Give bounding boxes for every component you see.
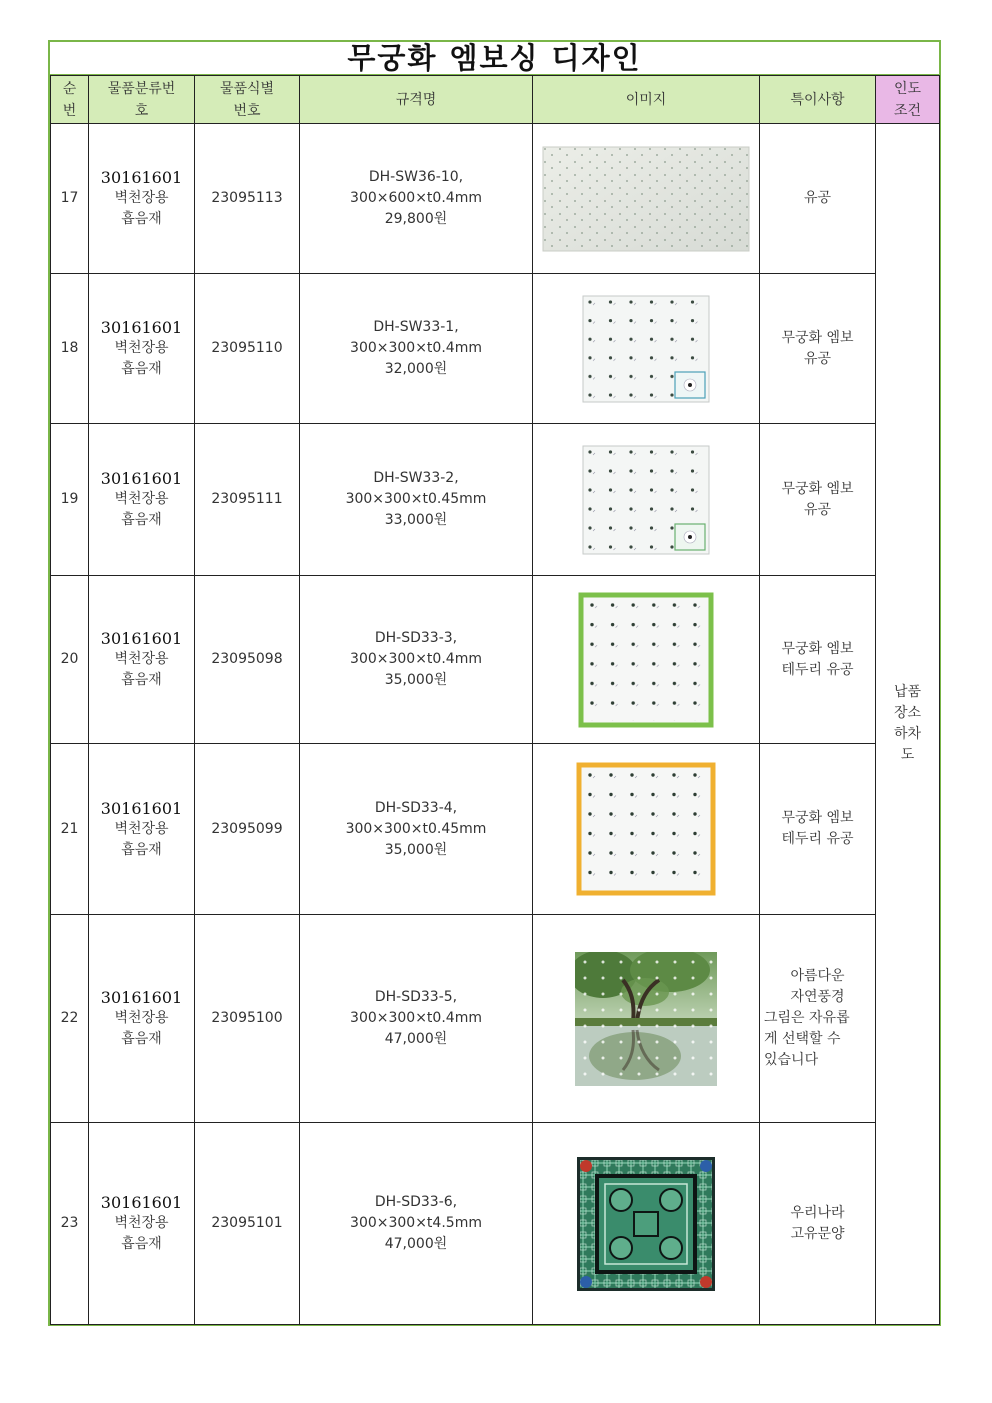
- id-cell: 23095111: [195, 424, 300, 576]
- spec-cell: DH-SW36-10, 300×600×t0.4mm 29,800원: [300, 124, 533, 274]
- header-remarks: 특이사항: [760, 76, 876, 124]
- image-cell: [533, 744, 760, 915]
- remarks-cell: 무궁화 엠보 테두리 유공: [760, 576, 876, 744]
- class-cell: 30161601 벽천장용 흡음재: [89, 915, 195, 1123]
- header-row: [51, 76, 940, 124]
- spec-cell: DH-SD33-4, 300×300×t0.45mm 35,000원: [300, 744, 533, 915]
- id-cell: 23095098: [195, 576, 300, 744]
- page-title: 무궁화 엠보싱 디자인: [50, 42, 939, 75]
- image-cell: [533, 424, 760, 576]
- seq-cell: 23: [51, 1123, 89, 1325]
- header-spec: 규격명: [300, 76, 533, 124]
- spec-cell: DH-SW33-1, 300×300×t0.4mm 32,000원: [300, 274, 533, 424]
- green-border-panel-image: [578, 592, 714, 728]
- seq-cell: 17: [51, 124, 89, 274]
- header-id-no: 물품식별 번호: [195, 76, 300, 124]
- id-cell: 23095110: [195, 274, 300, 424]
- table-row: [51, 744, 940, 915]
- table-row: [51, 1123, 940, 1325]
- image-cell: [533, 576, 760, 744]
- seq-cell: 21: [51, 744, 89, 915]
- remarks-cell: 무궁화 엠보 유공: [760, 274, 876, 424]
- remarks-cell: 무궁화 엠보 테두리 유공: [760, 744, 876, 915]
- remarks-cell: 아름다운 자연풍경 그림은 자유롭 게 선택할 수 있습니다: [760, 915, 876, 1123]
- remarks-cell: 유공: [760, 124, 876, 274]
- class-cell: 30161601 벽천장용 흡음재: [89, 744, 195, 915]
- id-cell: 23095113: [195, 124, 300, 274]
- id-cell: 23095099: [195, 744, 300, 915]
- image-cell: [533, 274, 760, 424]
- class-cell: 30161601 벽천장용 흡음재: [89, 576, 195, 744]
- remarks-cell: 무궁화 엠보 유공: [760, 424, 876, 576]
- spec-cell: DH-SD33-6, 300×300×t4.5mm 47,000원: [300, 1123, 533, 1325]
- header-seq: 순 번: [51, 76, 89, 124]
- hibiscus-emboss-panel-image: [581, 294, 711, 404]
- class-cell: 30161601 벽천장용 흡음재: [89, 124, 195, 274]
- remarks-cell: 우리나라 고유문양: [760, 1123, 876, 1325]
- spec-cell: DH-SW33-2, 300×300×t0.45mm 33,000원: [300, 424, 533, 576]
- perforated-panel-image: [541, 145, 751, 253]
- table-row: [51, 424, 940, 576]
- header-image: 이미지: [533, 76, 760, 124]
- image-cell: [533, 124, 760, 274]
- class-cell: 30161601 벽천장용 흡음재: [89, 274, 195, 424]
- class-cell: 30161601 벽천장용 흡음재: [89, 424, 195, 576]
- id-cell: 23095101: [195, 1123, 300, 1325]
- delivery-cell: 납품 장소 하차 도: [876, 124, 940, 1325]
- header-delivery: 인도 조건: [876, 76, 940, 124]
- table-row: [51, 576, 940, 744]
- table-row: [51, 915, 940, 1123]
- seq-cell: 18: [51, 274, 89, 424]
- image-cell: [533, 915, 760, 1123]
- seq-cell: 20: [51, 576, 89, 744]
- id-cell: 23095100: [195, 915, 300, 1123]
- hibiscus-emboss-panel-image: [581, 444, 711, 556]
- class-cell: 30161601 벽천장용 흡음재: [89, 1123, 195, 1325]
- traditional-pattern-panel-image: [577, 1157, 715, 1291]
- image-cell: [533, 1123, 760, 1325]
- document-sheet: [48, 40, 941, 1326]
- nature-landscape-panel-image: [575, 952, 717, 1086]
- spec-cell: DH-SD33-3, 300×300×t0.4mm 35,000원: [300, 576, 533, 744]
- header-class-no: 물품분류번 호: [89, 76, 195, 124]
- table-row: [51, 124, 940, 274]
- spec-cell: DH-SD33-5, 300×300×t0.4mm 47,000원: [300, 915, 533, 1123]
- seq-cell: 19: [51, 424, 89, 576]
- table-row: [51, 274, 940, 424]
- product-table: [50, 75, 940, 1325]
- seq-cell: 22: [51, 915, 89, 1123]
- orange-border-panel-image: [576, 762, 716, 896]
